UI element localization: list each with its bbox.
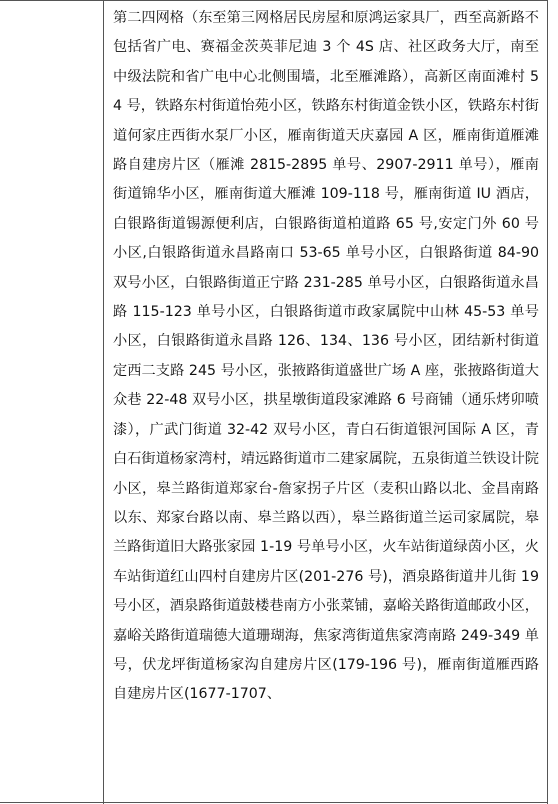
table-left-column xyxy=(0,0,104,804)
grid-area-description: 第二四网格（东至第三网格居民房屋和原鸿运家具厂，西至高新路不包括省广电、赛福金茨英菲尼迪 3 个 4S 店、社区政务大厅，南至中级法院和省广电中心北侧围墙，北至雁滩路），高新区南面滩村 54 号，铁路东村街道怡苑小区，铁路东村街道金铁小区，铁路东村街道何家庄西街水泵厂小区，雁南街道天庆嘉园 A 区，雁南街道雁滩路自建房片区（雁滩 2815-2895 单号、2907-2911 单号），雁南街道锦华小区，雁南街道大雁滩 109-118 号，雁南街道 IU 酒店，白银路街道锡源便利店，白银路街道柏道路 65 号,安定门外 60 号小区,白银路街道永昌路南口 53-65 单号小区，白银路街道 84-90 双号小区，白银路街道正宁路 231-285 单号小区，白银路街道永昌路 115-123 单号小区，白银路街道市政家属院中山林 45-53 单号小区，白银路街道永昌路 126、134、136 号小区，团结新村街道定西二支路 245 号小区，张掖路街道盛世广场 A 座，张掖路街道大众巷 22-48 双号小区，拱星墩街道段家滩路 6 号商铺（通乐烤卯喷漆），广武门街道 32-42 双号小区，青白石街道银河国际 A 区，青白石街道杨家湾村，靖远路街道市二建家属院，五泉街道兰铁设计院小区，皋兰路街道郑家台-詹家拐子片区（麦积山路以北、金昌南路以东、郑家台路以南、皋兰路以西），皋兰路街道兰运司家属院，皋兰路街道旧大路张家园 1-19 号单号小区，火车站街道绿茵小区，火车站街道红山四村自建房片区(201-276 号)，酒泉路街道井儿街 19 号小区，酒泉路街道鼓楼巷南方小张菜铺，嘉峪关路街道邮政小区，嘉峪关路街道瑞德大道珊瑚海，焦家湾街道焦家湾南路 249-349 单号，伏龙坪街道杨家沟自建房片区(179-196 号)，雁南街道雁西路自建房片区(1677-1707、 xyxy=(113,10,539,703)
table-right-border xyxy=(547,0,548,804)
table-bottom-border xyxy=(0,802,548,803)
